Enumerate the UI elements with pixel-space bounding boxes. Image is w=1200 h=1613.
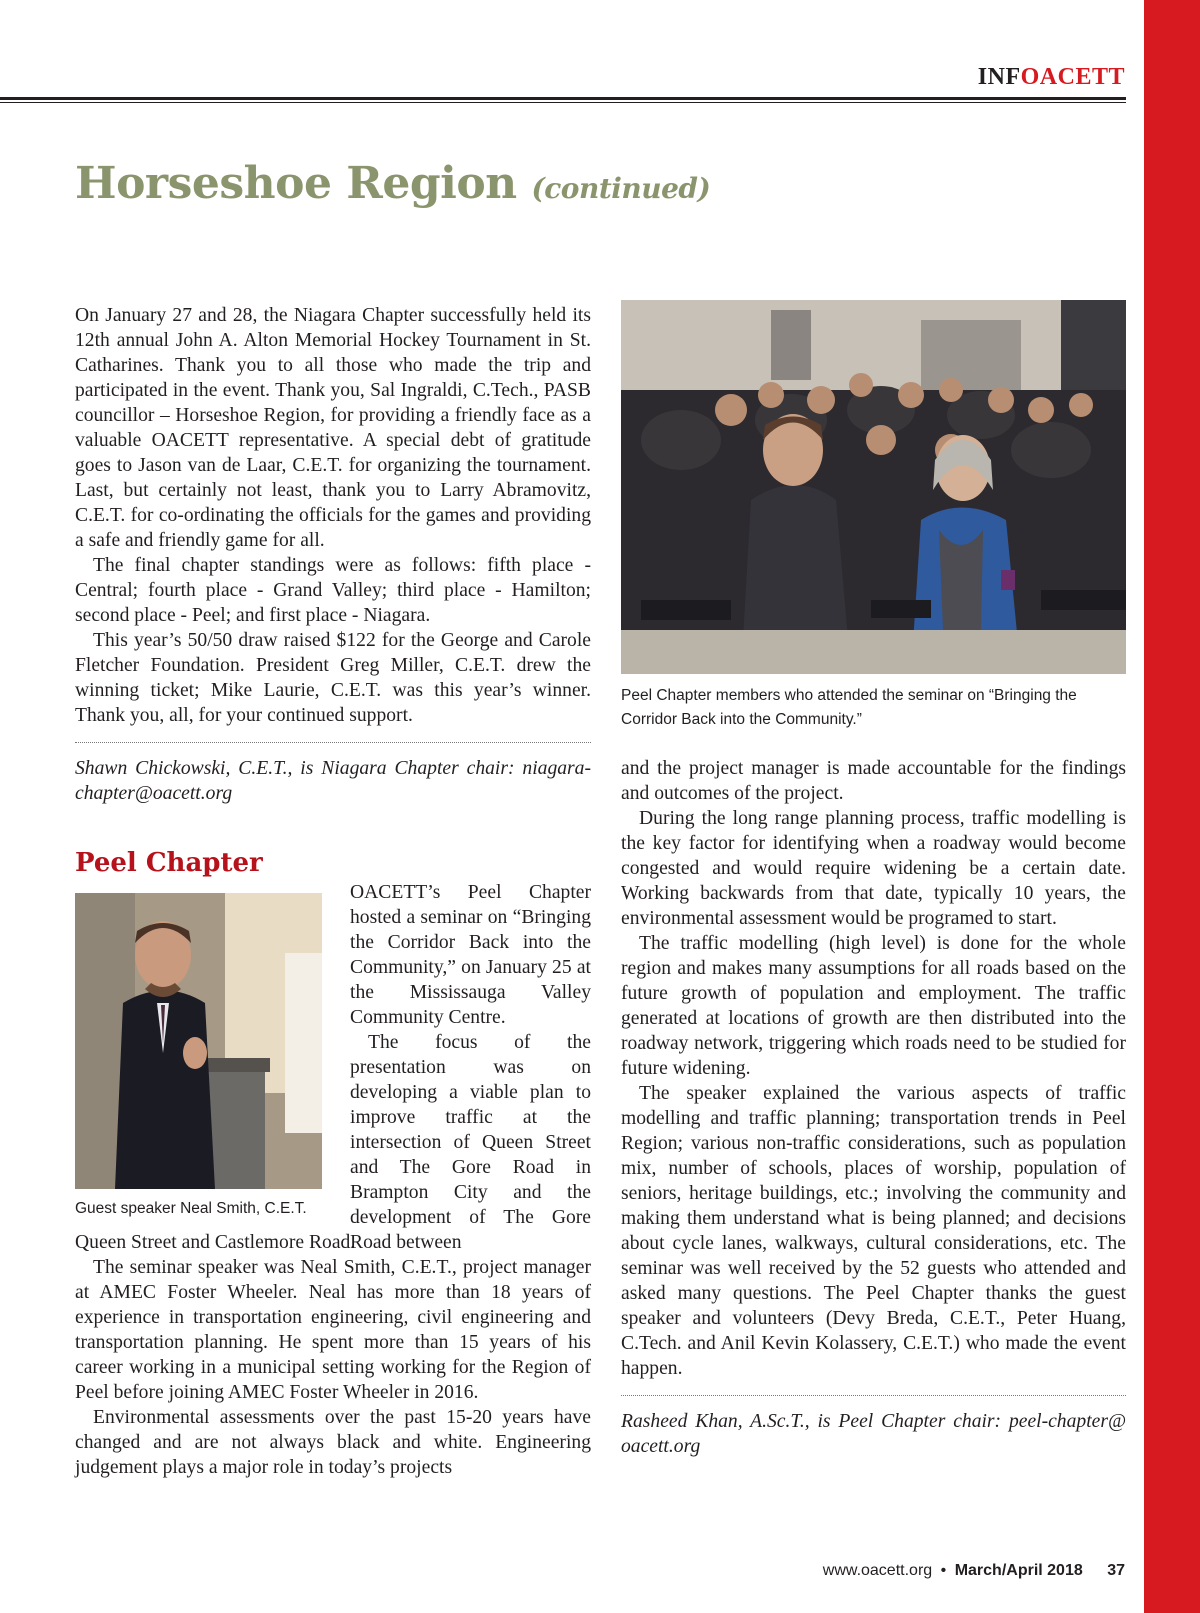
page-number: 37 <box>1107 1562 1125 1579</box>
peel-chapter-heading: Peel Chapter <box>75 848 263 878</box>
byline-divider <box>75 742 591 743</box>
brand-part-info: INF <box>977 64 1021 90</box>
niagara-paragraph: On January 27 and 28, the Niagara Chapter successfully held its 12th annual John A. Alton Memorial Hockey Tournament in St. Catharines. Thank you to all those who made the trip and participated in the event. Thank you, Sal Ingraldi, C.Tech., PASB councillor – Horseshoe Region, for providing a friendly face as a valuable OACETT representative. A special debt of gratitude goes to Jason van de Laar, C.E.T. for organizing the tournament. Last, but certainly not least, thank you to Larry Abramovitz, C.E.T. for co-ordinating the officials for the games and providing a safe and friendly game for all. <box>75 305 591 551</box>
title-suffix: (continued) <box>531 172 711 205</box>
page-edge-bar <box>1144 0 1200 1613</box>
peel-paragraph: The speaker explained the various aspects of traffic modelling and traffic planning; transportation trends in Peel Region; various non-traffic considerations, such as population mix, number of schools, places of worship, population of seniors, heritage buildings, etc.; involving the community and making them understand what is being planned; and decisions about cycle lanes, walkways, cultural considerations, etc. The seminar was well received by the 52 guests who attended and asked many questions. The Peel Chapter thanks the guest speaker and volunteers (Devy Breda, C.E.T., Peter Huang, C.Tech. and Anil Kevin Kolassery, C.E.T.) who made the event happen. <box>621 1083 1126 1379</box>
footer-url[interactable]: www.oacett.org <box>822 1562 933 1579</box>
title-main: Horseshoe Region <box>75 158 517 209</box>
peel-article-left <box>75 1230 591 1480</box>
header-rule <box>0 97 1126 100</box>
peel-paragraph: Environmental assessments over the past 15-20 years have changed and are not always black and white. Engineering judgement plays a major role in today’s projects <box>75 1407 591 1478</box>
page-title <box>75 158 710 209</box>
footer-issue: March/April 2018 <box>954 1562 1083 1579</box>
peel-paragraph: The seminar speaker was Neal Smith, C.E.T., project manager at AMEC Foster Wheeler. Neal has more than 18 years of experience in transportation engineering, civil engineering and transportation planning. He spent more than 15 years of his career working in a municipal setting working for the Region of Peel before joining AMEC Foster Wheeler in 2016. <box>75 1257 591 1403</box>
niagara-paragraph: This year’s 50/50 draw raised $122 for the George and Carole Fletcher Foundation. President Greg Miller, C.E.T. drew the winning ticket; Mike Laurie, C.E.T. was this year’s winner. Thank you, all, for your continued support. <box>75 630 591 726</box>
seminar-photo <box>621 300 1126 674</box>
header-rule-thin <box>0 102 1126 103</box>
page-footer <box>823 1562 1125 1580</box>
peel-intro-paragraph: OACETT’s Peel Chapter hosted a seminar on “Bringing the Corridor Back into the Community,” on January 25 at the Mississauga Valley Community Centre. <box>350 882 591 1028</box>
byline-divider <box>621 1395 1126 1396</box>
speaker-photo <box>75 893 322 1189</box>
brand-part-oacett: OACETT <box>1020 64 1125 90</box>
peel-intro <box>350 880 591 1255</box>
peel-byline: Rasheed Khan, A.Sc.T., is Peel Chapter chair: peel-chapter@ oacett.org <box>621 1411 1126 1457</box>
peel-paragraph: The traffic modelling (high level) is done for the whole region and makes many assumptions for all roads based on the future growth of population and employment. The traffic generated at locations of growth are then distributed into the roadway network, triggering which roads need to be studied for future widening. <box>621 933 1126 1079</box>
peel-intro-paragraph: The focus of the presentation was on developing a viable plan to improve traffic at the intersection of Queen Street and The Gore Road in Brampton City and the development of The Gore Road between <box>350 1032 591 1253</box>
peel-paragraph: and the project manager is made accountable for the findings and outcomes of the project. <box>621 758 1126 804</box>
niagara-byline: Shawn Chickowski, C.E.T., is Niagara Chapter chair: niagara-chapter@oacett.org <box>75 758 591 804</box>
peel-article-right <box>621 756 1126 1459</box>
peel-paragraph: Queen Street and Castlemore Road. <box>75 1232 356 1253</box>
speaker-photo-caption: Guest speaker Neal Smith, C.E.T. <box>75 1200 307 1217</box>
niagara-paragraph: The final chapter standings were as follows: fifth place - Central; fourth place - Grand Valley; third place - Hamilton; second place - Peel; and first place - Niagara. <box>75 555 591 626</box>
peel-paragraph: During the long range planning process, traffic modelling is the key factor for identifying when a roadway would become congested and would require widening be a certain date. Working backwards from that date, typically 10 years, the environmental assessment would be programed to start. <box>621 808 1126 929</box>
seminar-photo-caption: Peel Chapter members who attended the seminar on “Bringing the Corridor Back into the Community.” <box>621 687 1077 728</box>
niagara-article <box>75 303 591 806</box>
footer-bullet: • <box>940 1562 947 1579</box>
publication-brand <box>978 64 1125 91</box>
